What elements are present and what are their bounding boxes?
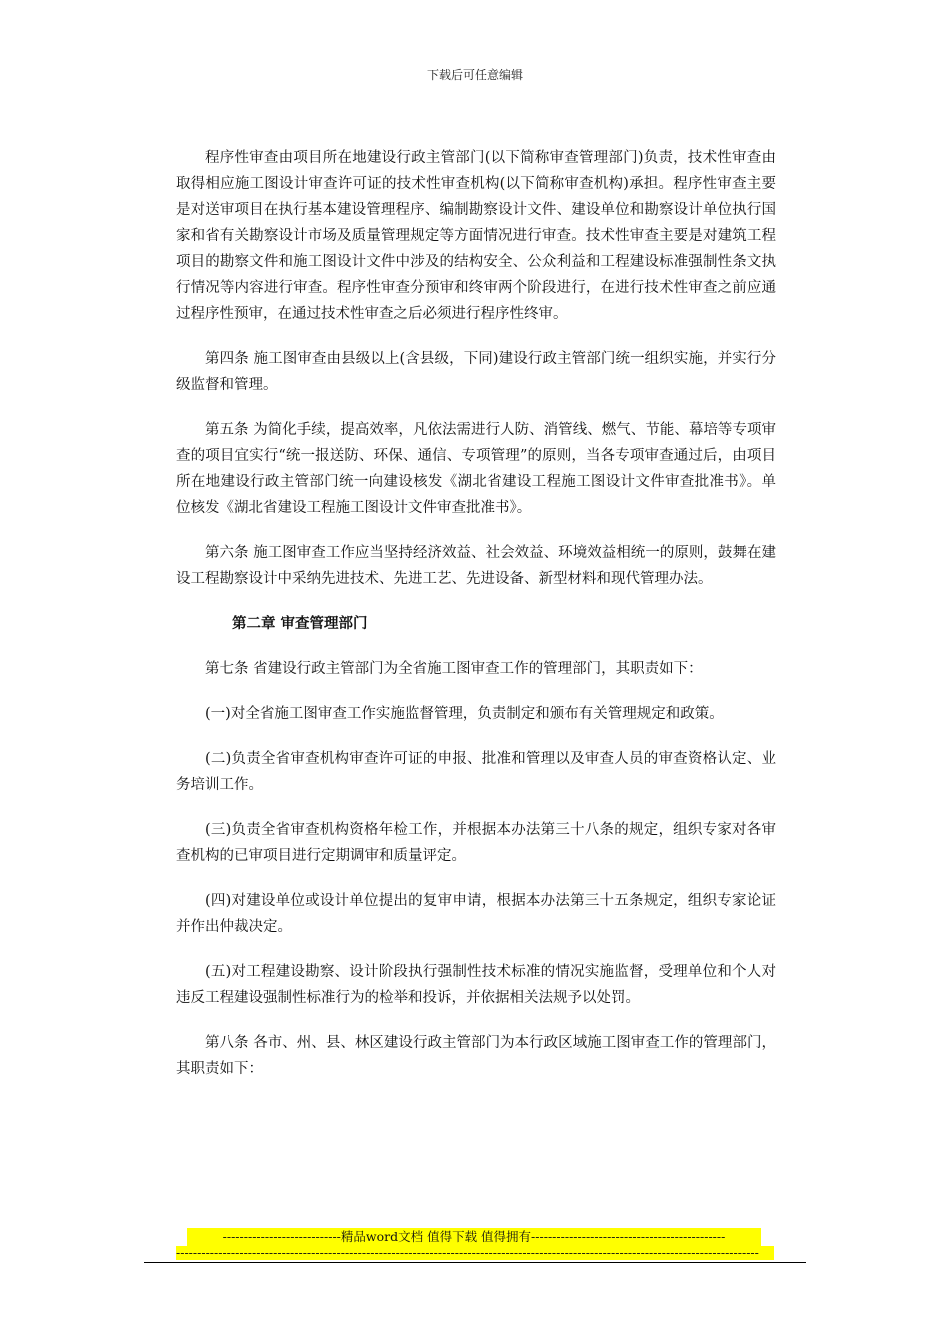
footer-highlight-line: ----------------------------精品word文档 值得下载 值得拥有----------------------------------------------: [187, 1228, 761, 1246]
paragraph-item-2: (二)负责全省审查机构审查许可证的申报、批准和管理以及审查人员的审查资格认定、业务培训工作。: [176, 751, 776, 793]
paragraph-article-5: 第五条 为简化手续，提高效率，凡依法需进行人防、消管线、燃气、节能、幕培等专项审查的项目宜实行“统一报送防、环保、通信、专项管理”的原则，当各专项审查通过后，由项目所在地建设行政主管部门统一向建设核发《湖北省建设工程施工图设计文件审查批准书》。单位核发《湖北省建设工程施工图设计文件审查批准书》。: [176, 422, 776, 516]
paragraph-review-scope: 程序性审查由项目所在地建设行政主管部门(以下简称审查管理部门)负责，技术性审查由取得相应施工图设计审查许可证的技术性审查机构(以下简称审查机构)承担。程序性审查主要是对送审项目在执行基本建设管理程序、编制勘察设计文件、建设单位和勘察设计单位执行国家和省有关勘察设计市场及质量管理规定等方面情况进行审查。技术性审查主要是对建筑工程项目的勘察文件和施工图设计文件中涉及的结构安全、公众利益和工程建设标准强制性条文执行情况等内容进行审查。程序性审查分预审和终审两个阶段进行，在进行技术性审查之前应通过程序性预审，在通过技术性审查之后必须进行程序性终审。: [176, 150, 776, 322]
paragraph-item-1: (一)对全省施工图审查工作实施监督管理，负责制定和颁布有关管理规定和政策。: [205, 706, 724, 722]
paragraph-article-8: 第八条 各市、州、县、林区建设行政主管部门为本行政区域施工图审查工作的管理部门，其职责如下：: [176, 1035, 776, 1077]
paragraph-article-4: 第四条 施工图审查由县级以上(含县级，下同)建设行政主管部门统一组织实施，并实行分级监督和管理。: [176, 351, 776, 393]
footer-divider: [144, 1262, 806, 1263]
paragraph-item-5: (五)对工程建设勘察、设计阶段执行强制性技术标准的情况实施监督，受理单位和个人对违反工程建设强制性标准行为的检举和投诉，并依据相关法规予以处罚。: [176, 964, 776, 1006]
paragraph-item-4: (四)对建设单位或设计单位提出的复审申请，根据本办法第三十五条规定，组织专家论证并作出仲裁决定。: [176, 893, 776, 935]
paragraph-article-6: 第六条 施工图审查工作应当坚持经济效益、社会效益、环境效益相统一的原则，鼓舞在建设工程勘察设计中采纳先进技术、先进工艺、先进设备、新型材料和现代管理办法。: [176, 545, 776, 587]
chapter-heading: 第二章 审查管理部门: [232, 616, 368, 632]
paragraph-article-7: 第七条 省建设行政主管部门为全省施工图审查工作的管理部门，其职责如下：: [205, 661, 703, 677]
document-body: [176, 145, 776, 1101]
footer-dash-line: ------------------------------------------------------------------------------------------------------------------------------------------: [176, 1246, 774, 1260]
page-header-note: 下载后可任意编辑: [426, 68, 523, 82]
paragraph-item-3: (三)负责全省审查机构资格年检工作，并根据本办法第三十八条的规定，组织专家对各审查机构的已审项目进行定期调审和质量评定。: [176, 822, 776, 864]
